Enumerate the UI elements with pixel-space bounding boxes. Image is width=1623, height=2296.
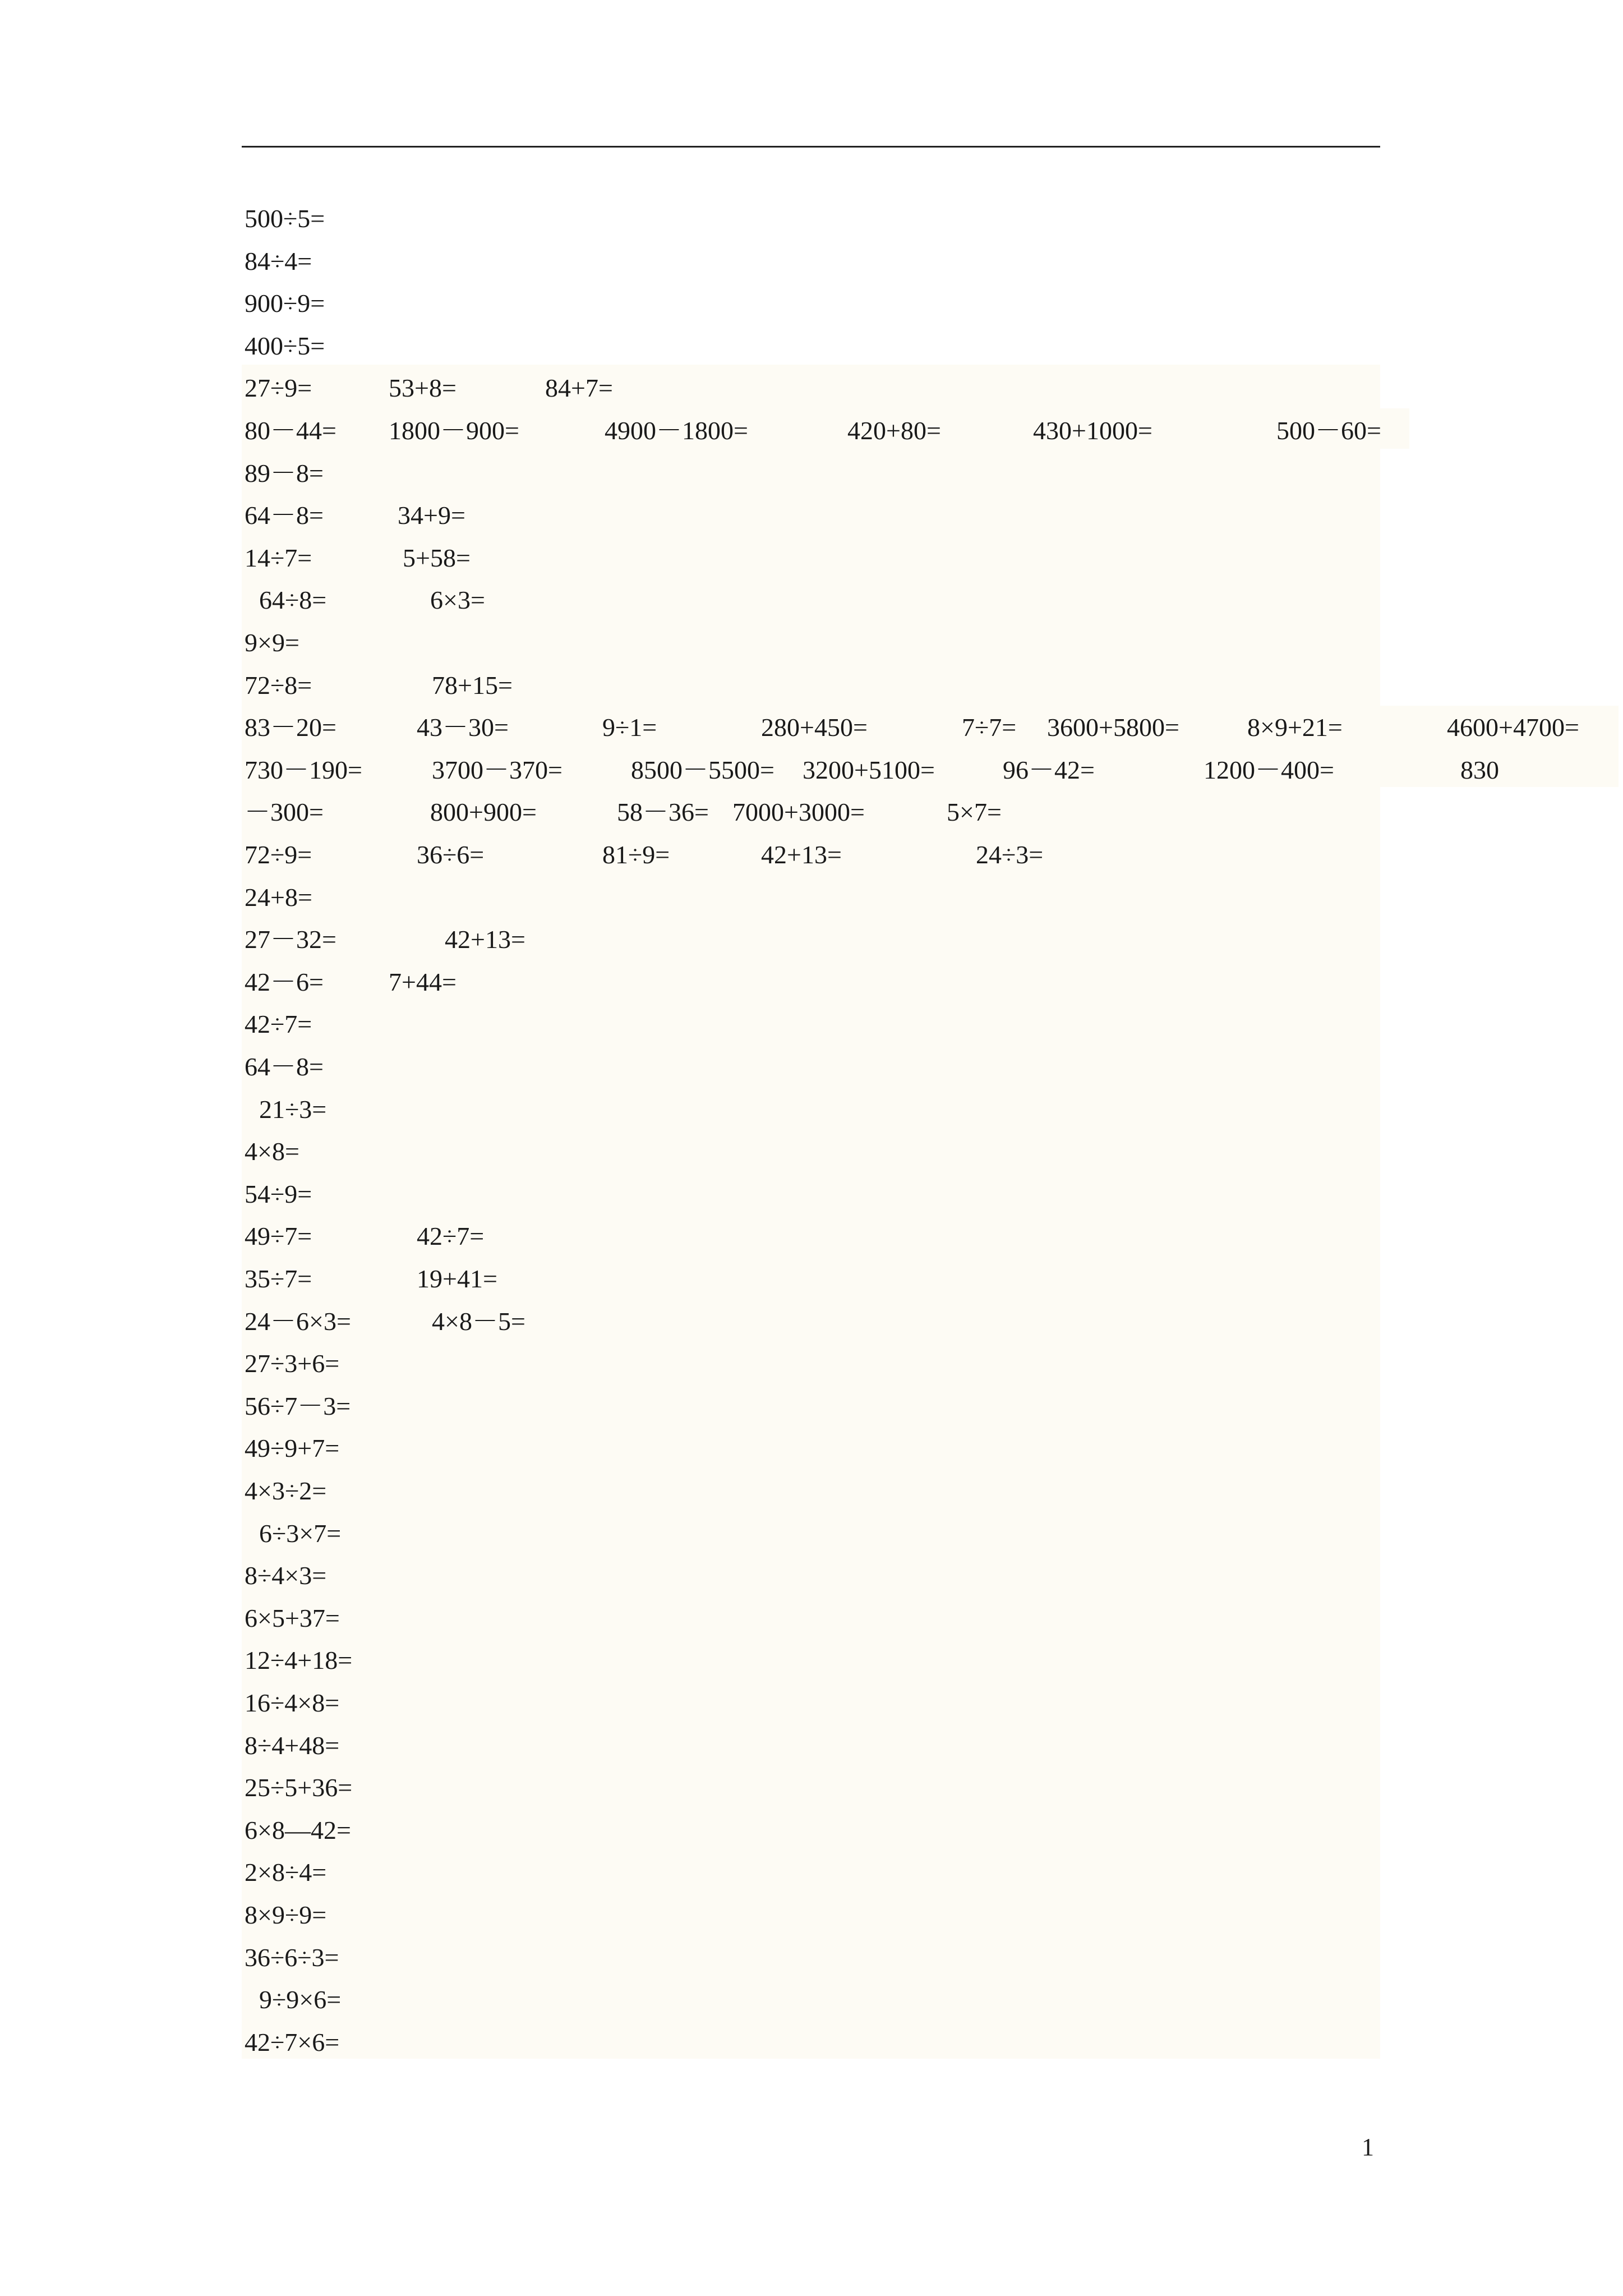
- math-expression: 42+13=: [445, 925, 525, 954]
- exercise-line: [0, 876, 1623, 919]
- math-expression: 8500－5500=: [631, 755, 774, 784]
- math-expression: 81÷9=: [602, 840, 670, 869]
- math-expression: 1800－900=: [389, 416, 519, 445]
- exercise-line: [0, 1342, 1623, 1385]
- math-expression: 8÷4+48=: [245, 1731, 340, 1760]
- math-expression: 4×8=: [245, 1137, 299, 1166]
- math-expression: 64－8=: [245, 501, 324, 530]
- exercise-line: [0, 1809, 1623, 1852]
- exercise-line: [0, 1173, 1623, 1216]
- math-expression: 7000+3000=: [732, 798, 865, 827]
- math-expression: 730－190=: [245, 755, 362, 784]
- exercise-line: [0, 1130, 1623, 1173]
- exercise-line: [0, 1512, 1623, 1555]
- exercise-line: [0, 622, 1623, 664]
- math-expression: 420+80=: [847, 416, 941, 445]
- math-expression: 500÷5=: [245, 204, 325, 233]
- exercise-line: [0, 834, 1623, 876]
- math-expression: 54÷9=: [245, 1179, 312, 1208]
- math-expression: 9×9=: [245, 628, 299, 657]
- math-expression: 42÷7=: [245, 1010, 312, 1039]
- math-expression: 8×9÷9=: [245, 1901, 327, 1929]
- math-expression: 6×8—42=: [245, 1815, 351, 1844]
- math-expression: 900÷9=: [245, 289, 325, 318]
- math-expression: 89－8=: [245, 458, 324, 487]
- math-expression: －300=: [245, 798, 324, 827]
- math-expression: 35÷7=: [245, 1264, 312, 1293]
- math-expression: 83－20=: [245, 713, 336, 742]
- exercise-line: [0, 1766, 1623, 1809]
- math-expression: 5×7=: [947, 798, 1002, 827]
- math-expression: 21÷3=: [259, 1094, 327, 1124]
- math-expression: 24+8=: [245, 882, 312, 912]
- exercise-line: [0, 1936, 1623, 1979]
- math-expression: 800+900=: [430, 798, 537, 827]
- exercise-line: [0, 452, 1623, 495]
- exercise-line: [0, 1470, 1623, 1512]
- math-expression: 4900－1800=: [605, 416, 748, 445]
- exercise-line: [0, 664, 1623, 707]
- exercise-line: [0, 1215, 1623, 1258]
- exercise-line: [0, 706, 1623, 749]
- header-rule: [242, 146, 1380, 148]
- math-expression: 84+7=: [545, 374, 613, 403]
- math-expression: 1200－400=: [1204, 755, 1334, 784]
- exercise-line: [0, 1682, 1623, 1724]
- math-expression: 6×3=: [430, 586, 485, 615]
- exercise-line: [0, 749, 1623, 792]
- exercise-line: [0, 1088, 1623, 1131]
- exercise-line: [0, 1300, 1623, 1343]
- math-expression: 24－6×3=: [245, 1306, 351, 1336]
- math-expression: 5+58=: [403, 543, 471, 572]
- math-expression: 84÷4=: [245, 246, 312, 275]
- exercise-line: [0, 1978, 1623, 2021]
- math-expression: 72÷8=: [245, 670, 312, 700]
- page-number: 1: [1362, 2133, 1374, 2161]
- exercise-line: [0, 579, 1623, 622]
- math-expression: 8÷4×3=: [245, 1561, 327, 1590]
- exercise-line: [0, 1003, 1623, 1046]
- math-expression: 6÷3×7=: [259, 1519, 342, 1548]
- math-expression: 500－60=: [1276, 416, 1381, 445]
- math-expression: 42÷7×6=: [245, 2027, 340, 2056]
- exercise-line: [0, 1258, 1623, 1300]
- exercise-line: [0, 1851, 1623, 1894]
- exercise-line: [0, 1597, 1623, 1640]
- math-expression: 4×8－5=: [432, 1306, 525, 1336]
- math-expression: 16÷4×8=: [245, 1688, 340, 1717]
- exercise-line: [0, 409, 1623, 452]
- exercise-line: [0, 1724, 1623, 1767]
- math-expression: 280+450=: [761, 713, 868, 742]
- exercise-line: [0, 1554, 1623, 1597]
- math-expression: 49÷7=: [245, 1222, 312, 1251]
- math-expression: 7+44=: [389, 967, 457, 996]
- exercise-line: [0, 961, 1623, 1004]
- math-expression: 12÷4+18=: [245, 1646, 353, 1675]
- exercise-line: [0, 918, 1623, 961]
- math-expression: 2×8÷4=: [245, 1858, 327, 1887]
- exercise-line: [0, 2021, 1623, 2064]
- math-expression: 830: [1460, 755, 1499, 784]
- math-expression: 24÷3=: [976, 840, 1044, 869]
- exercise-line: [0, 791, 1623, 834]
- exercise-line: [0, 367, 1623, 409]
- math-expression: 3700－370=: [432, 755, 562, 784]
- math-expression: 34+9=: [398, 501, 465, 530]
- math-expression: 4×3÷2=: [245, 1476, 327, 1505]
- math-expression: 96－42=: [1003, 755, 1095, 784]
- math-expression: 64－8=: [245, 1052, 324, 1081]
- math-expression: 42－6=: [245, 967, 324, 996]
- math-expression: 53+8=: [389, 374, 457, 403]
- exercise-line: [0, 1046, 1623, 1088]
- math-expression: 3600+5800=: [1047, 713, 1179, 742]
- math-expression: 64÷8=: [259, 586, 327, 615]
- math-expression: 78+15=: [432, 670, 513, 700]
- exercise-line: [0, 1385, 1623, 1428]
- math-expression: 72÷9=: [245, 840, 312, 869]
- exercise-line: [0, 282, 1623, 325]
- math-expression: 14÷7=: [245, 543, 312, 572]
- math-expression: 8×9+21=: [1247, 713, 1343, 742]
- exercise-line: [0, 1894, 1623, 1936]
- math-expression: 19+41=: [417, 1264, 497, 1293]
- exercise-line: [0, 1639, 1623, 1682]
- math-expression: 27－32=: [245, 925, 336, 954]
- math-expression: 3200+5100=: [803, 755, 935, 784]
- exercise-line: [0, 240, 1623, 283]
- math-expression: 400÷5=: [245, 331, 325, 360]
- math-expression: 42+13=: [761, 840, 842, 869]
- exercise-line: [0, 197, 1623, 240]
- math-expression: 49÷9+7=: [245, 1434, 340, 1463]
- math-expression: 27÷3+6=: [245, 1349, 340, 1378]
- exercise-line: [0, 537, 1623, 579]
- math-expression: 36÷6=: [417, 840, 485, 869]
- math-expression: 36÷6÷3=: [245, 1943, 339, 1972]
- math-expression: 43－30=: [417, 713, 509, 742]
- math-expression: 9÷9×6=: [259, 1985, 342, 2014]
- math-expression: 9÷1=: [602, 713, 657, 742]
- math-expression: 80－44=: [245, 416, 336, 445]
- math-expression: 58－36=: [617, 798, 709, 827]
- math-expression: 27÷9=: [245, 374, 312, 403]
- math-expression: 25÷5+36=: [245, 1773, 353, 1802]
- exercise-line: [0, 1427, 1623, 1470]
- math-expression: 42÷7=: [417, 1222, 485, 1251]
- math-expression: 6×5+37=: [245, 1603, 340, 1632]
- math-expression: 7÷7=: [962, 713, 1017, 742]
- math-expression: 430+1000=: [1033, 416, 1152, 445]
- math-expression: 56÷7－3=: [245, 1391, 351, 1420]
- exercise-line: [0, 494, 1623, 537]
- math-expression: 4600+4700=: [1447, 713, 1579, 742]
- exercise-line: [0, 325, 1623, 367]
